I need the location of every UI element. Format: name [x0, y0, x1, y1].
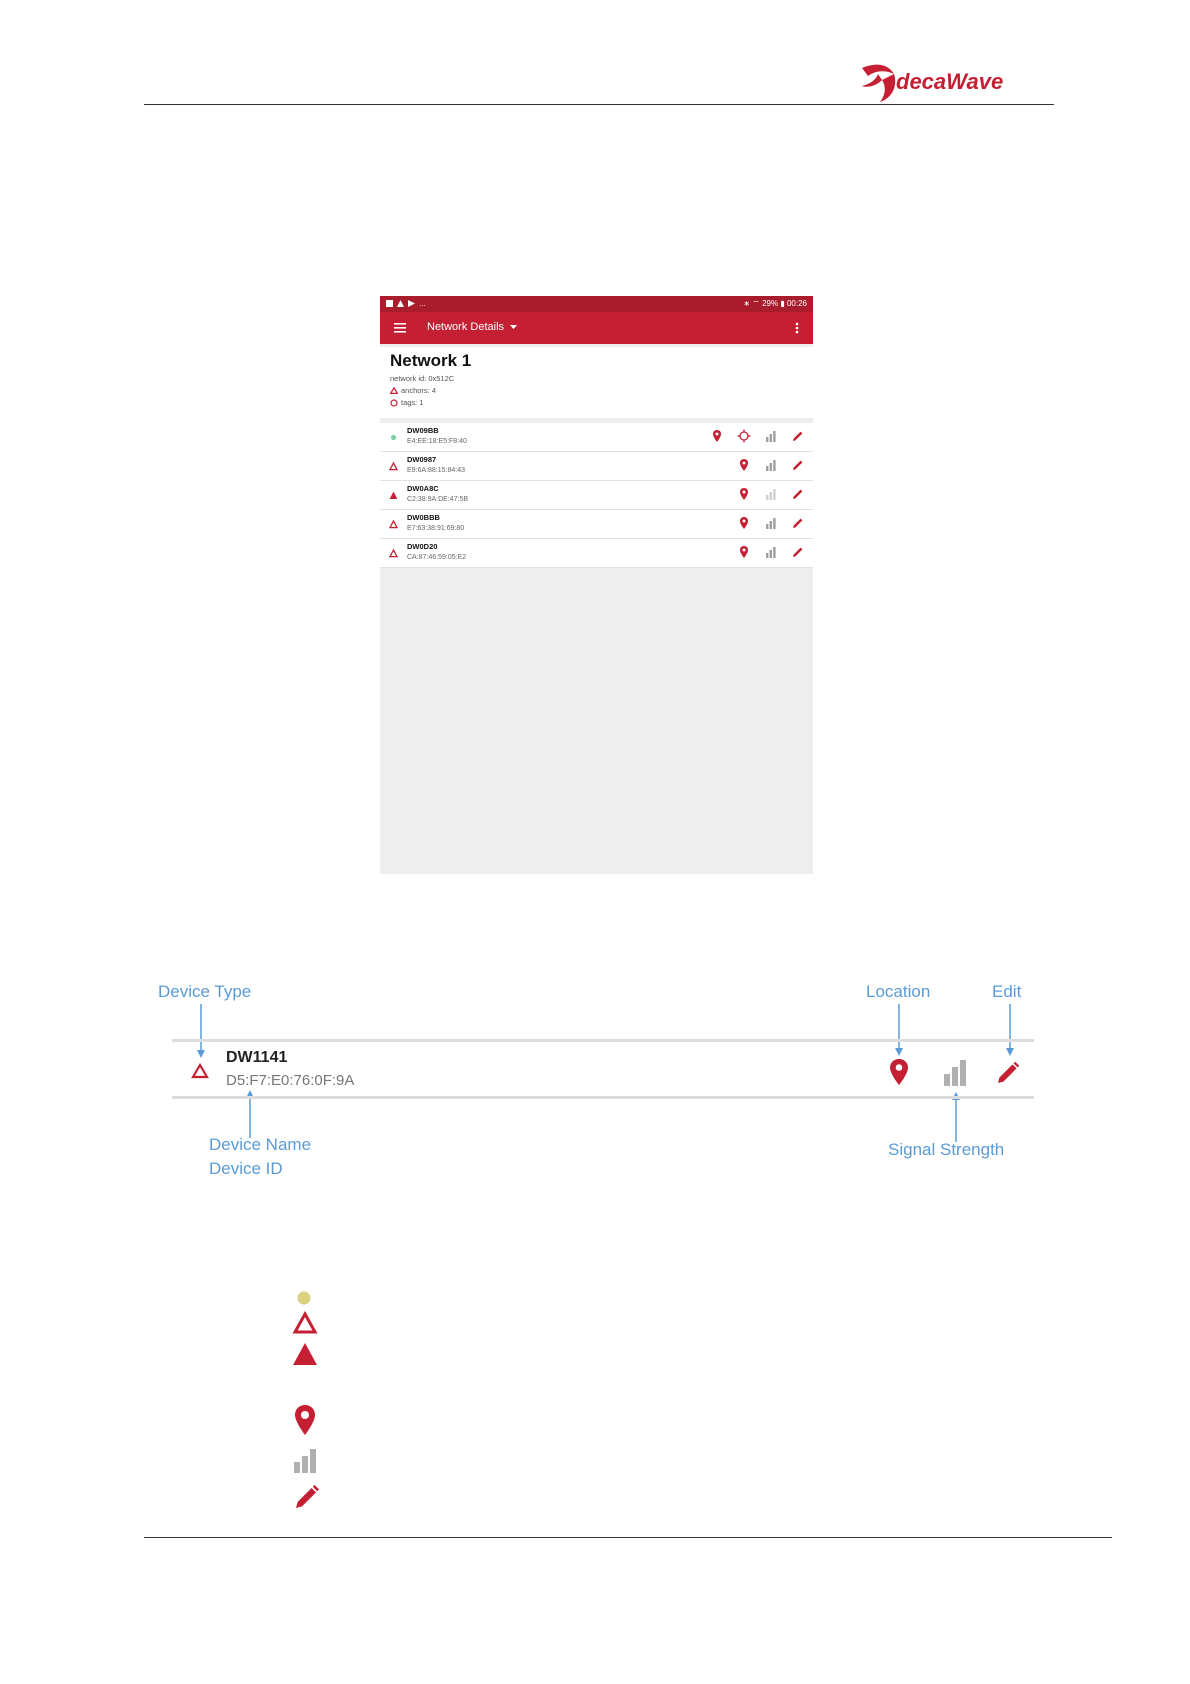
app-screenshot: [380, 296, 813, 874]
edit-label: Edit: [992, 982, 1022, 1001]
signal-strength-icon: [764, 545, 778, 559]
device-name: DW0A8C: [407, 484, 439, 493]
signal-strength-icon: [764, 458, 778, 472]
device-id: E4:EE:18:E5:F8:40: [407, 438, 467, 445]
anchor-outline-icon: [388, 461, 399, 472]
tag-dot-icon: [296, 1290, 312, 1306]
signal-strength-icon: [764, 429, 778, 443]
edit-pencil-icon[interactable]: [791, 429, 805, 443]
device-name: DW0987: [407, 455, 437, 464]
anchors-count: [390, 386, 436, 395]
tag-dot-icon: [388, 432, 399, 443]
edit-pencil-icon: [293, 1483, 321, 1511]
anchor-initiator-icon: [292, 1342, 318, 1366]
device-id: C2:38:9A:DE:47:5B: [407, 496, 469, 503]
anchor-outline-icon: [190, 1062, 210, 1080]
location-label: Location: [866, 982, 931, 1001]
edit-pencil-icon[interactable]: [791, 516, 805, 530]
caret-down-icon: [510, 325, 517, 330]
signal-strength-icon: [764, 516, 778, 530]
device-row[interactable]: [380, 452, 813, 481]
device-actions: [737, 516, 805, 530]
device-actions: [737, 487, 805, 501]
device-actions: [737, 458, 805, 472]
bluetooth-icon: ∗: [743, 299, 751, 308]
row-bottom-border: [172, 1096, 1034, 1099]
device-row[interactable]: [380, 481, 813, 510]
wifi-icon: ⌔: [752, 299, 760, 308]
device-list: [380, 423, 813, 568]
edit-pencil-icon[interactable]: [791, 487, 805, 501]
network-info-card: [380, 347, 813, 418]
device-name: DW0D20: [407, 542, 438, 551]
decawave-logo: [858, 56, 1028, 106]
status-bar: [380, 296, 813, 312]
location-pin-icon: [293, 1404, 317, 1436]
network-id: network id: 0x512C: [390, 374, 455, 383]
device-row[interactable]: [380, 539, 813, 568]
anchor-outline-icon: [388, 548, 399, 559]
row-top-border: [172, 1039, 1034, 1042]
tags-count: [390, 398, 424, 407]
tags-text: tags: 1: [401, 398, 424, 407]
status-icons-left: [386, 299, 426, 308]
anchor-outline-icon: [292, 1311, 318, 1335]
signal-strength-icon: [293, 1448, 317, 1474]
anchor-triangle-icon: [390, 387, 398, 394]
app-bar: [380, 312, 813, 344]
more-vert-icon[interactable]: [795, 321, 799, 335]
tag-circle-icon: [390, 399, 398, 407]
svg-text:decaWave: decaWave: [896, 69, 1004, 94]
device-row[interactable]: [380, 510, 813, 539]
network-name: Network 1: [390, 351, 472, 370]
device-name: DW0BBB: [407, 513, 440, 522]
edit-pencil-icon[interactable]: [995, 1060, 1021, 1086]
hamburger-icon[interactable]: [394, 321, 406, 335]
anchors-text: anchors: 4: [401, 386, 437, 395]
footer-rule: [144, 1537, 1112, 1538]
device-actions: [737, 545, 805, 559]
device-actions: [710, 429, 805, 443]
image-notification-icon: [386, 300, 393, 307]
status-more: ...: [419, 299, 426, 308]
location-pin-icon[interactable]: [710, 429, 724, 443]
anchor-initiator-icon: [388, 490, 399, 501]
device-id-label: Device ID: [209, 1159, 283, 1178]
signal-strength-icon: [942, 1058, 970, 1088]
location-pin-icon[interactable]: [737, 516, 751, 530]
device-name-label: Device Name: [209, 1135, 312, 1154]
crosshair-icon[interactable]: [737, 429, 751, 443]
location-pin-icon[interactable]: [887, 1057, 911, 1087]
example-device-id: D5:F7:E0:76:0F:9A: [226, 1072, 355, 1089]
edit-pencil-icon[interactable]: [791, 458, 805, 472]
header-rule: [144, 104, 1054, 105]
edit-pencil-icon[interactable]: [791, 545, 805, 559]
example-device-name: DW1141: [226, 1049, 288, 1066]
status-icons-right: [743, 299, 807, 309]
device-type-label: Device Type: [158, 982, 252, 1001]
location-pin-icon[interactable]: [737, 458, 751, 472]
battery-clock: 29% ▮ 00:26: [762, 299, 807, 308]
app-title: Network Details: [427, 321, 505, 333]
device-id: CA:87:46:59:05:E2: [407, 554, 467, 561]
signal-strength-icon: [764, 487, 778, 501]
anchor-outline-icon: [388, 519, 399, 530]
device-id: E9:6A:88:15:84:43: [407, 467, 465, 474]
device-id: E7:63:38:91:69:80: [407, 525, 465, 532]
location-pin-icon[interactable]: [737, 487, 751, 501]
screen-selector[interactable]: [427, 321, 517, 333]
location-pin-icon[interactable]: [737, 545, 751, 559]
signal-strength-label: Signal Strength: [888, 1140, 1005, 1159]
device-row[interactable]: [380, 423, 813, 452]
device-name: DW09BB: [407, 426, 439, 435]
drive-notification-icon: [397, 300, 404, 307]
play-notification-icon: [408, 300, 415, 307]
